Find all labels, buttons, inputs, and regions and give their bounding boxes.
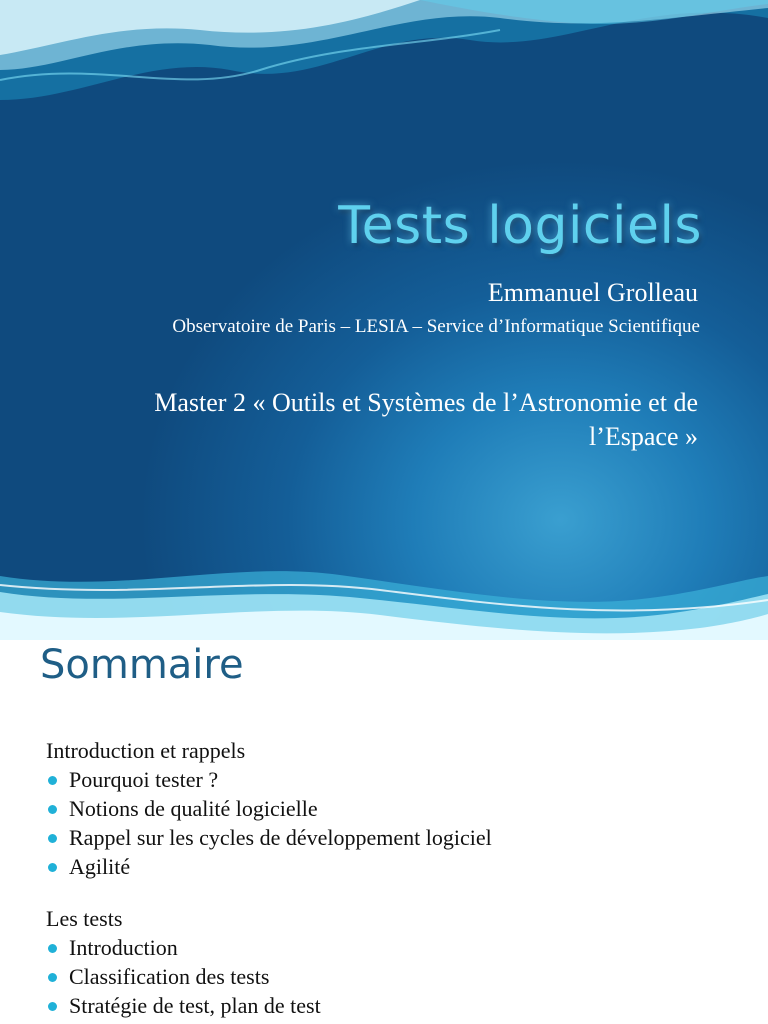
bullet-icon	[48, 1002, 57, 1011]
bullet-icon	[48, 944, 57, 953]
list-item: Pourquoi tester ?	[46, 765, 492, 794]
course-title	[58, 386, 698, 454]
list-item: Rappel sur les cycles de développement logiciel	[46, 823, 492, 852]
list-item: Notions de qualité logicielle	[46, 794, 492, 823]
affiliation: Observatoire de Paris – LESIA – Service d’Informatique Scientifique	[172, 316, 700, 337]
summary-title: Sommaire	[40, 642, 244, 688]
course-title-line-1: Master 2 « Outils et Systèmes de l’Astronomie et de	[154, 388, 698, 417]
bullet-icon	[48, 834, 57, 843]
list-item: Stratégie de test, plan de test	[46, 991, 321, 1020]
list-item: Introduction	[46, 933, 321, 962]
section-heading-tests: Les tests	[46, 906, 123, 931]
section-list-tests	[46, 933, 321, 1020]
list-item: Classification des tests	[46, 962, 321, 991]
course-title-line-2: l’Espace »	[588, 422, 698, 451]
bullet-icon	[48, 805, 57, 814]
bullet-icon	[48, 863, 57, 872]
section-heading-intro: Introduction et rappels	[46, 738, 246, 763]
author-name: Emmanuel Grolleau	[487, 278, 698, 307]
list-item: Agilité	[46, 852, 492, 881]
slide-title: Tests logiciels	[338, 196, 702, 256]
summary-slide	[0, 640, 768, 1024]
section-list-intro	[46, 765, 492, 881]
bullet-icon	[48, 776, 57, 785]
bullet-icon	[48, 973, 57, 982]
